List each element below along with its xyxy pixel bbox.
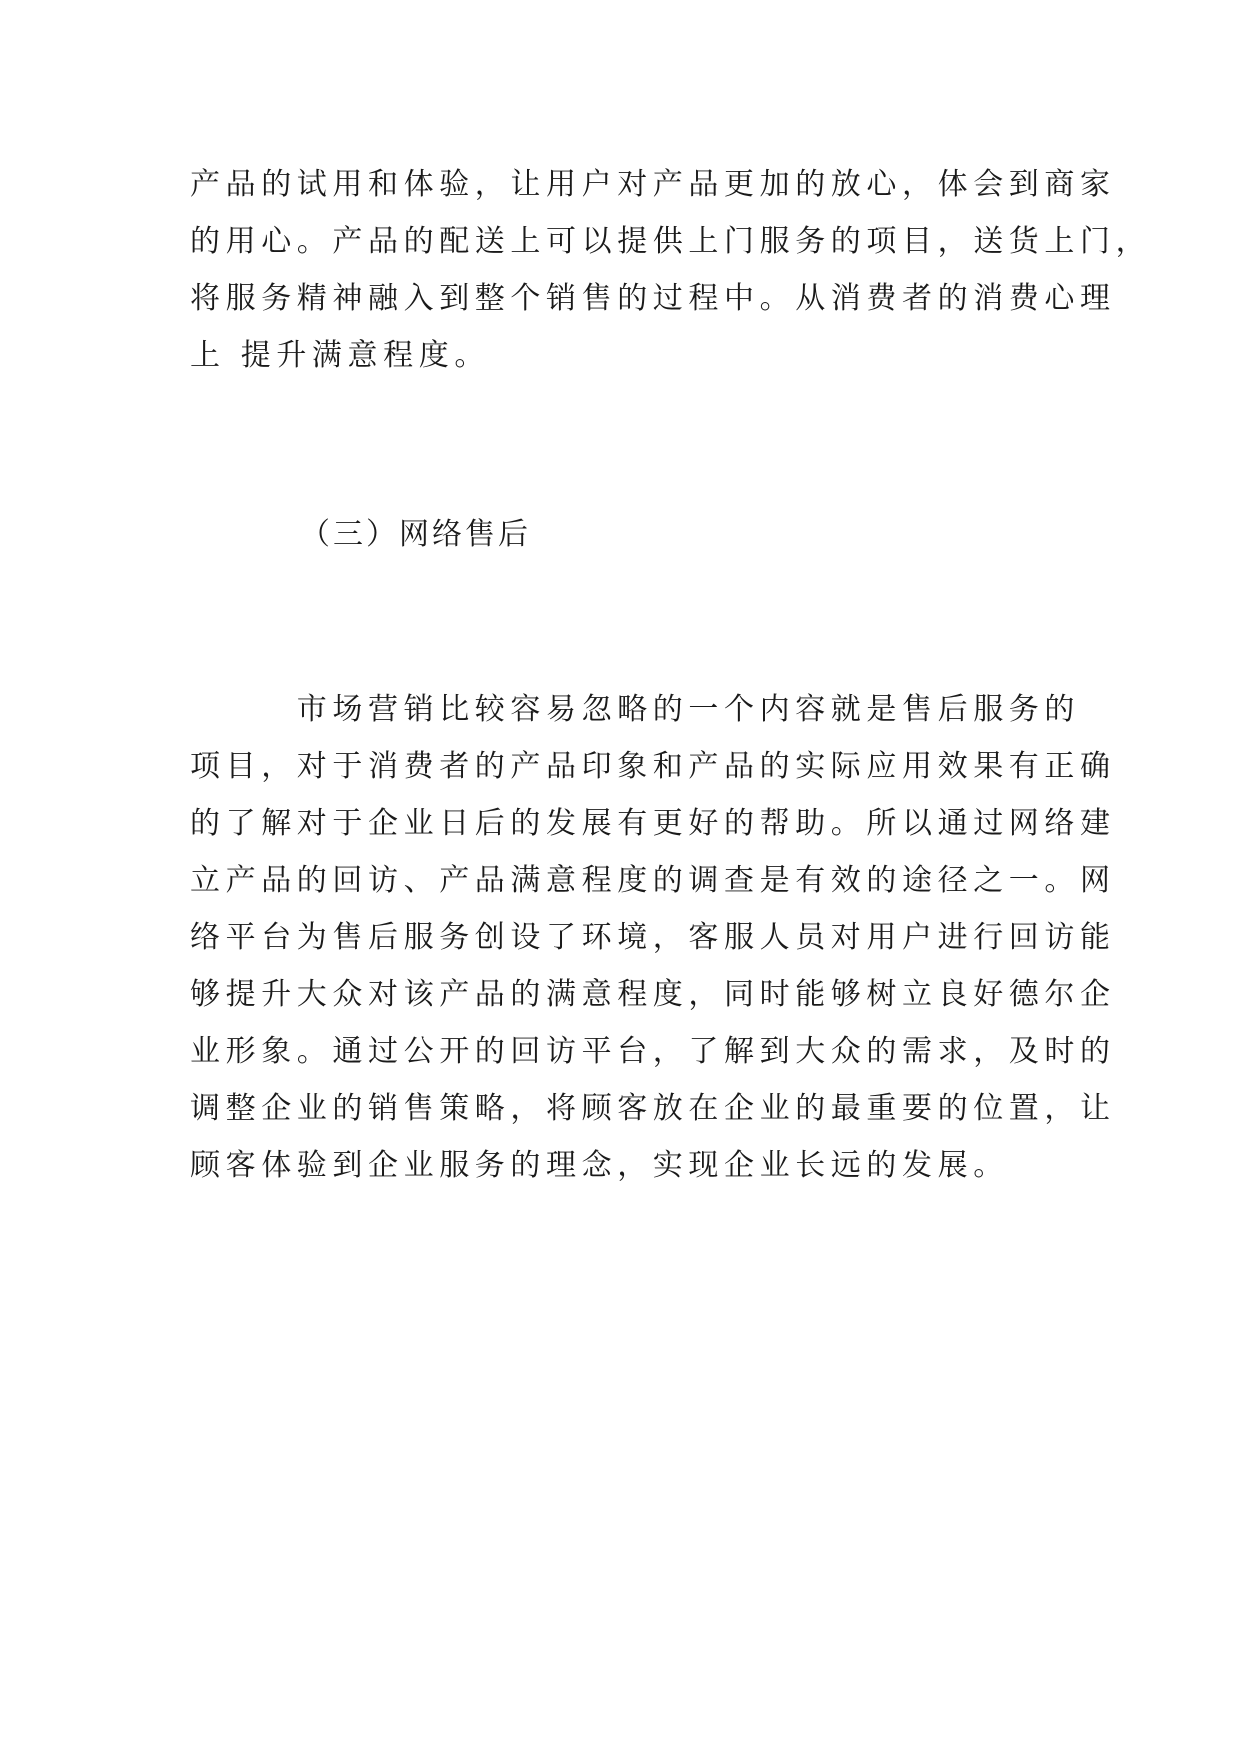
paragraph-2-line-1: 市场营销比较容易忽略的一个内容就是售后服务的: [190, 692, 1080, 727]
paragraph-2-line-2: 项目，对于消费者的产品印象和产品的实际应用效果有正确: [190, 749, 1116, 784]
paragraph-2-line-4: 立产品的回访、产品满意程度的调查是有效的途径之一。网: [190, 863, 1116, 898]
paragraph-2-line-8: 调整企业的销售策略，将顾客放在企业的最重要的位置，让: [190, 1091, 1116, 1126]
paragraph-2-line-9: 顾客体验到企业服务的理念，实现企业长远的发展。: [190, 1148, 1009, 1183]
paragraph-2-line-6: 够提升大众对该产品的满意程度，同时能够树立良好德尔企: [190, 977, 1116, 1012]
paragraph-1-line-3: 将服务精神融入到整个销售的过程中。从消费者的消费心理: [190, 281, 1116, 316]
section-heading: （三）网络售后: [300, 517, 531, 552]
paragraph-2-line-3: 的了解对于企业日后的发展有更好的帮助。所以通过网络建: [190, 806, 1116, 841]
paragraph-1-line-4: 上 提升满意程度。: [190, 338, 490, 373]
paragraph-2-line-5: 络平台为售后服务创设了环境，客服人员对用户进行回访能: [190, 920, 1116, 955]
paragraph-2-line-7: 业形象。通过公开的回访平台，了解到大众的需求，及时的: [190, 1034, 1116, 1069]
paragraph-1-line-2: 的用心。产品的配送上可以提供上门服务的项目，送货上门，: [190, 224, 1152, 259]
paragraph-1-line-1: 产品的试用和体验，让用户对产品更加的放心，体会到商家: [190, 167, 1116, 202]
